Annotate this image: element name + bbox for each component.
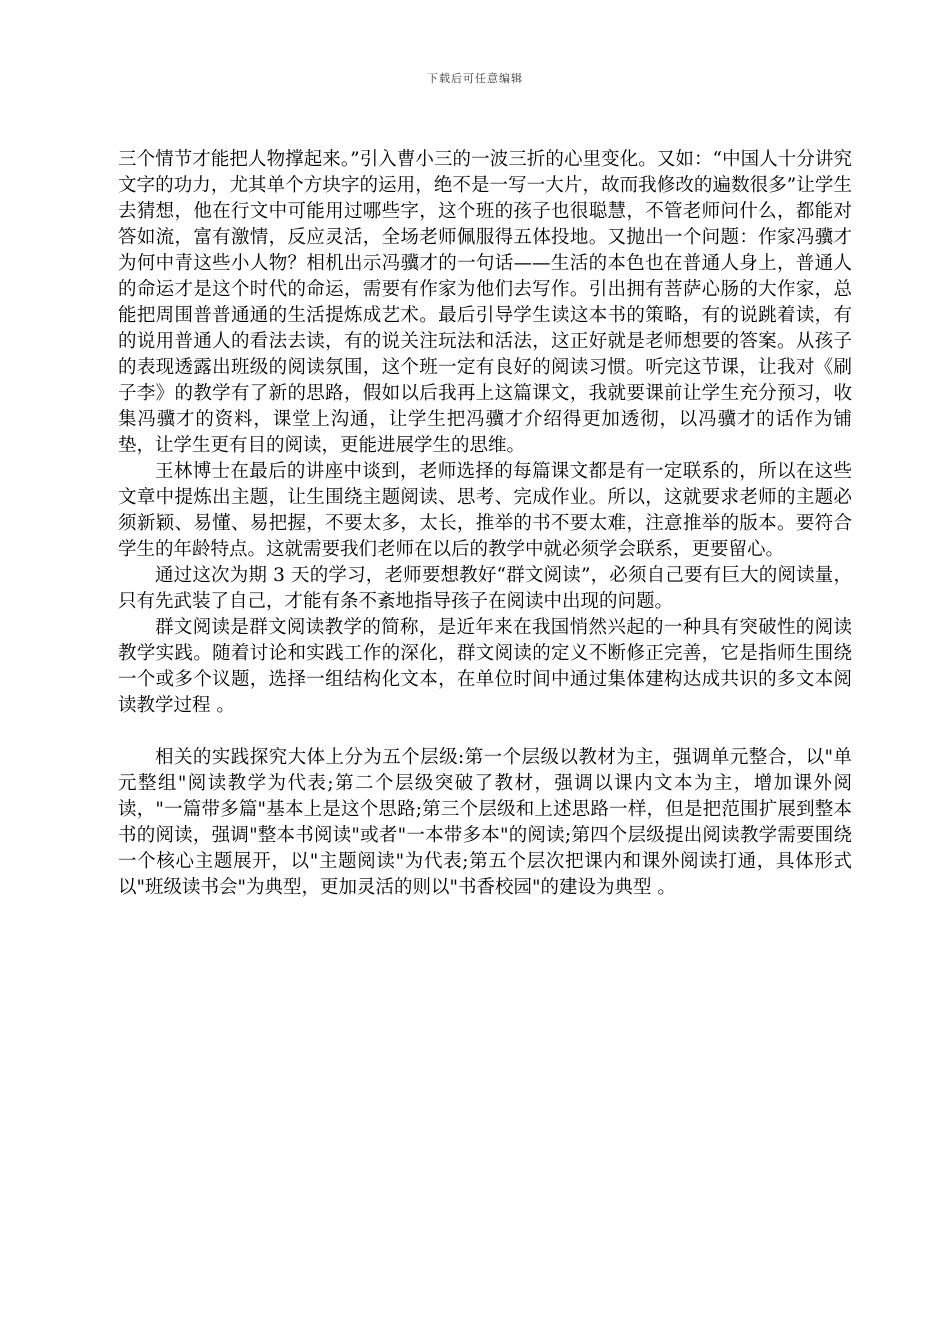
paragraph-5: 相关的实践探究大体上分为五个层级:第一个层级以教材为主，强调单元整合，以"单元整组"阅读教学为代表;第二个层级突破了教材，强调以课内文本为主，增加课外阅读，"一篇带多篇"基本上是这个思路;第三个层级和上述思路一样，但是把范围扩展到整本书的阅读，强调"整本书阅读"或者"一本带多本"的阅读;第四个层级提出阅读教学需要围绕一个核心主题展开，以"主题阅读"为代表;第五个层次把课内和课外阅读打通，具体形式以"班级读书会"为典型，更加灵活的则以"书香校园"的建设为典型 。	[118, 747, 852, 898]
page-header: 下载后可任意编辑	[427, 72, 523, 85]
paragraph-3: 通过这次为期 3 天的学习，老师要想教好“群文阅读”，必须自己要有巨大的阅读量，只有先武装了自己，才能有条不紊地指导孩子在阅读中出现的问题。	[118, 565, 852, 612]
paragraph-1: 三个情节才能把人物撑起来。”引入曹小三的一波三折的心里变化。又如：“中国人十分讲究文字的功力，尤其单个方块字的运用，绝不是一写一大片，故而我修改的遍数很多”让学生去猜想，他在行文中可能用过哪些字，这个班的孩子也很聪慧，不管老师问什么，都能对答如流，富有激情，反应灵活，全场老师佩服得五体投地。又抛出一个问题：作家冯骥才为何中青这些小人物？相机出示冯骥才的一句话——生活的本色也在普通人身上，普通人的命运才是这个时代的命运，需要有作家为他们去写作。引出拥有菩萨心肠的大作家，总能把周围普普通通的生活提炼成艺术。最后引导学生读这本书的策略，有的说跳着读，有的说用普通人的看法去读，有的说关注玩法和活法，这正好就是老师想要的答案。从孩子的表现透露出班级的阅读氛围，这个班一定有良好的阅读习惯。听完这节课，让我对《刷子李》的教学有了新的思路，假如以后我再上这篇课文，我就要课前让学生充分预习，收集冯骥才的资料，课堂上沟通，让学生把冯骥才介绍得更加透彻，以冯骥才的话作为铺垫，让学生更有目的阅读，更能进展学生的思维。	[118, 149, 852, 456]
paragraph-spacer	[118, 719, 852, 745]
paragraph-4: 群文阅读是群文阅读教学的简称，是近年来在我国悄然兴起的一种具有突破性的阅读教学实践。随着讨论和实践工作的深化，群文阅读的定义不断修正完善，它是指师生围绕一个或多个议题，选择一组结构化文本，在单位时间中通过集体建构达成共识的多文本阅读教学过程 。	[118, 617, 852, 716]
document-body	[118, 147, 852, 901]
paragraph-2: 王林博士在最后的讲座中谈到，老师选择的每篇课文都是有一定联系的，所以在这些文章中提炼出主题，让生围绕主题阅读、思考、完成作业。所以，这就要求老师的主题必须新颖、易懂、易把握，不要太多，太长，推举的书不要太难，注意推举的版本。要符合学生的年龄特点。这就需要我们老师在以后的教学中就必须学会联系，更要留心。	[118, 461, 852, 560]
